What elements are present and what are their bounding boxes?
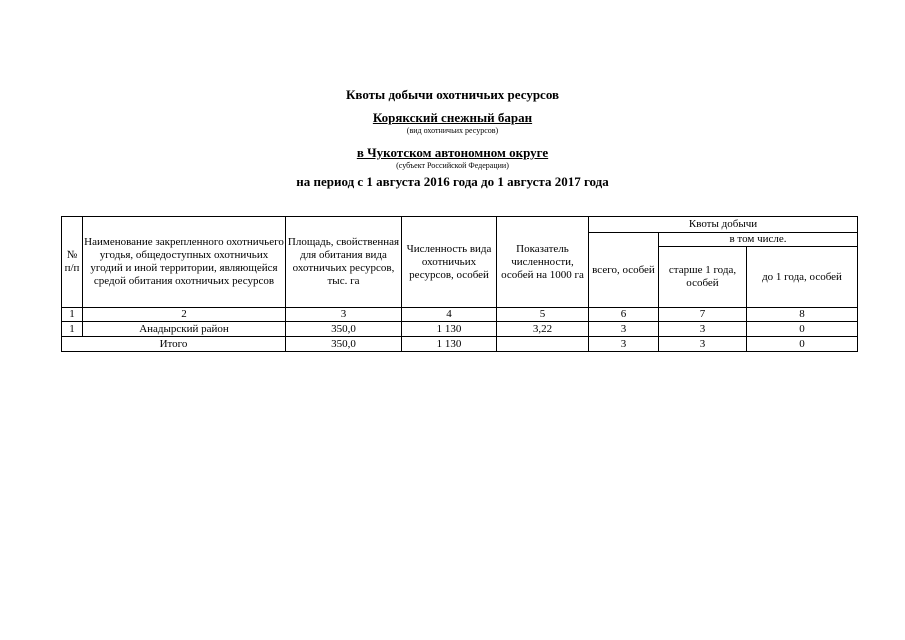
row-population-cell: 1 130 — [402, 322, 497, 337]
column-number: 6 — [589, 308, 659, 322]
col-header-num: № п/п — [62, 217, 83, 308]
document-title: Квоты добычи охотничьих ресурсов — [345, 87, 560, 102]
column-number: 5 — [497, 308, 589, 322]
column-number: 8 — [747, 308, 858, 322]
summary-younger-cell: 0 — [747, 337, 858, 352]
species-caption: (вид охотничьих ресурсов) — [406, 126, 499, 135]
row-younger-cell: 0 — [747, 322, 858, 337]
row-total-cell: 3 — [589, 322, 659, 337]
row-older-cell: 3 — [659, 322, 747, 337]
summary-area-cell: 350,0 — [286, 337, 402, 352]
header-row — [62, 217, 858, 233]
column-number: 2 — [83, 308, 286, 322]
summary-total-cell: 3 — [589, 337, 659, 352]
summary-older-cell: 3 — [659, 337, 747, 352]
row-area-cell: 350,0 — [286, 322, 402, 337]
column-number-row — [62, 308, 858, 322]
col-header-total: всего, особей — [589, 233, 659, 308]
summary-row — [62, 337, 858, 352]
col-header-including: в том числе. — [659, 233, 858, 247]
col-header-area: Площадь, свойственная для обитания вида охотничьих ресурсов, тыс. га — [286, 217, 402, 308]
summary-density-cell — [497, 337, 589, 352]
quota-table — [61, 216, 858, 352]
col-header-population: Численность вида охотничьих ресурсов, особей — [402, 217, 497, 308]
column-number: 7 — [659, 308, 747, 322]
table-row — [62, 322, 858, 337]
summary-label: Итого — [62, 337, 286, 352]
summary-population-cell: 1 130 — [402, 337, 497, 352]
row-density-cell: 3,22 — [497, 322, 589, 337]
region-caption: (субъект Российской Федерации) — [396, 161, 509, 170]
col-header-older: старше 1 года, особей — [659, 247, 747, 308]
region-name: в Чукотском автономном округе — [356, 145, 549, 160]
species-name: Корякский снежный баран — [372, 110, 533, 125]
row-name-cell: Анадырский район — [83, 322, 286, 337]
column-number: 1 — [62, 308, 83, 322]
col-header-density: Показатель численности, особей на 1000 га — [497, 217, 589, 308]
col-header-younger: до 1 года, особей — [747, 247, 858, 308]
col-header-name: Наименование закрепленного охотничьего угодья, общедоступных охотничьих угодий и иной территории, являющейся средой обитания охотничьих ресурсов — [83, 217, 286, 308]
row-num-cell: 1 — [62, 322, 83, 337]
column-number: 3 — [286, 308, 402, 322]
column-number: 4 — [402, 308, 497, 322]
col-header-quota-group: Квоты добычи — [589, 217, 858, 233]
period-line: на период с 1 августа 2016 года до 1 августа 2017 года — [296, 174, 609, 189]
